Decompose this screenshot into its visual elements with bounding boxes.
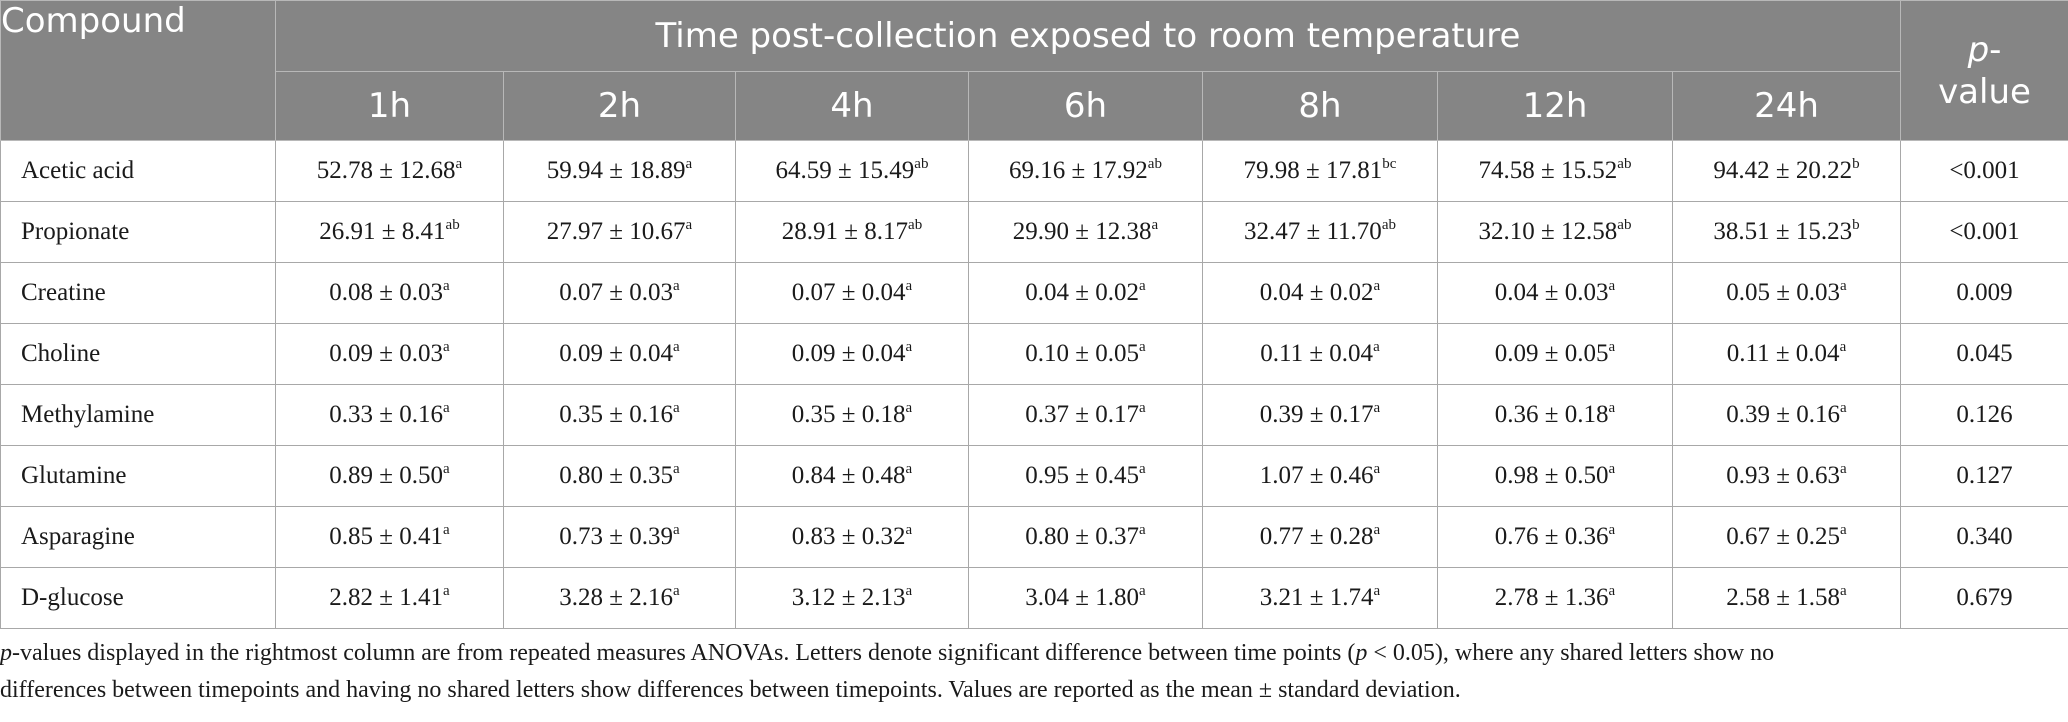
compound-header: Compound xyxy=(1,1,276,141)
value-cell xyxy=(1203,507,1438,568)
value-cell xyxy=(1438,446,1673,507)
significance-letters: a xyxy=(1151,217,1159,233)
mean-sd-value: 3.12 ± 2.13 xyxy=(791,584,906,611)
pvalue-cell: 0.009 xyxy=(1901,263,2068,324)
significance-letters: ab xyxy=(908,217,923,233)
mean-sd-value: 0.93 ± 0.63 xyxy=(1726,462,1841,489)
timepoint-header-12h: 12h xyxy=(1438,72,1673,141)
pvalue-cell: 0.340 xyxy=(1901,507,2068,568)
pvalue-cell: <0.001 xyxy=(1901,202,2068,263)
significance-letters: a xyxy=(1608,400,1616,416)
timepoint-header-24h: 24h xyxy=(1673,72,1901,141)
significance-letters: a xyxy=(1139,461,1146,477)
significance-letters: a xyxy=(673,400,680,416)
value-cell xyxy=(1438,568,1673,629)
value-cell xyxy=(969,141,1203,202)
table-header xyxy=(1,1,2068,141)
compound-name: Glutamine xyxy=(1,446,276,507)
value-cell xyxy=(1438,202,1673,263)
timepoint-header-6h: 6h xyxy=(969,72,1203,141)
table-row xyxy=(1,446,2068,507)
value-cell xyxy=(276,568,504,629)
significance-letters: a xyxy=(1373,461,1381,477)
table-row xyxy=(1,507,2068,568)
mean-sd-value: 0.36 ± 0.18 xyxy=(1494,401,1609,428)
mean-sd-value: 0.35 ± 0.18 xyxy=(791,401,906,428)
value-cell xyxy=(504,141,736,202)
footnote-text-a: -values displayed in the rightmost column are from repeated measures ANOVAs. Letters denote significant difference between time points ( xyxy=(12,640,1356,666)
significance-letters: a xyxy=(1840,461,1847,477)
mean-sd-value: 0.76 ± 0.36 xyxy=(1494,523,1609,550)
value-cell xyxy=(736,568,969,629)
value-cell xyxy=(1673,446,1901,507)
value-cell xyxy=(1203,202,1438,263)
significance-letters: a xyxy=(685,156,693,172)
value-cell xyxy=(969,446,1203,507)
value-cell xyxy=(1673,324,1901,385)
table-footnote xyxy=(0,635,2068,709)
mean-sd-value: 27.97 ± 10.67 xyxy=(546,218,686,245)
pvalue-header-dash: - xyxy=(1989,29,2002,70)
mean-sd-value: 0.08 ± 0.03 xyxy=(329,279,444,306)
value-cell xyxy=(1203,568,1438,629)
timepoint-header-8h: 8h xyxy=(1203,72,1438,141)
significance-letters: a xyxy=(1139,583,1146,599)
value-cell xyxy=(1673,202,1901,263)
significance-letters: a xyxy=(685,217,693,233)
value-cell xyxy=(736,202,969,263)
significance-letters: a xyxy=(1840,522,1847,538)
significance-letters: a xyxy=(673,339,680,355)
mean-sd-value: 2.58 ± 1.58 xyxy=(1726,584,1841,611)
mean-sd-value: 0.77 ± 0.28 xyxy=(1259,523,1374,550)
significance-letters: a xyxy=(443,400,450,416)
mean-sd-value: 32.10 ± 12.58 xyxy=(1478,218,1618,245)
compound-name: Choline xyxy=(1,324,276,385)
table-row xyxy=(1,263,2068,324)
significance-letters: a xyxy=(673,583,680,599)
value-cell xyxy=(1203,324,1438,385)
value-cell xyxy=(504,568,736,629)
compound-name: Methylamine xyxy=(1,385,276,446)
table-row xyxy=(1,568,2068,629)
table-row xyxy=(1,324,2068,385)
mean-sd-value: 0.98 ± 0.50 xyxy=(1494,462,1609,489)
value-cell xyxy=(1438,385,1673,446)
value-cell xyxy=(276,202,504,263)
mean-sd-value: 0.07 ± 0.03 xyxy=(559,279,674,306)
value-cell xyxy=(504,385,736,446)
mean-sd-value: 0.04 ± 0.02 xyxy=(1259,279,1374,306)
value-cell xyxy=(736,507,969,568)
significance-letters: a xyxy=(1840,583,1847,599)
value-cell xyxy=(736,324,969,385)
mean-sd-value: 0.04 ± 0.03 xyxy=(1494,279,1609,306)
value-cell xyxy=(1673,507,1901,568)
value-cell xyxy=(276,446,504,507)
mean-sd-value: 0.05 ± 0.03 xyxy=(1726,279,1841,306)
value-cell xyxy=(736,446,969,507)
footnote-text-b: < 0.05), where any shared letters show no xyxy=(1367,640,1775,666)
mean-sd-value: 2.78 ± 1.36 xyxy=(1494,584,1609,611)
value-cell xyxy=(276,324,504,385)
timepoint-header-1h: 1h xyxy=(276,72,504,141)
value-cell xyxy=(1673,263,1901,324)
time-group-header: Time post-collection exposed to room temperature xyxy=(276,1,1901,72)
value-cell xyxy=(276,263,504,324)
mean-sd-value: 28.91 ± 8.17 xyxy=(781,218,909,245)
pvalue-cell: 0.045 xyxy=(1901,324,2068,385)
mean-sd-value: 2.82 ± 1.41 xyxy=(329,584,444,611)
table-row xyxy=(1,202,2068,263)
value-cell xyxy=(736,141,969,202)
significance-letters: a xyxy=(905,339,913,355)
value-cell xyxy=(1673,141,1901,202)
significance-letters: a xyxy=(443,522,450,538)
significance-letters: b xyxy=(1852,217,1860,233)
pvalue-header xyxy=(1901,1,2068,141)
mean-sd-value: 38.51 ± 15.23 xyxy=(1713,218,1853,245)
significance-letters: ab xyxy=(1381,217,1396,233)
significance-letters: a xyxy=(1139,339,1146,355)
significance-letters: a xyxy=(443,583,450,599)
mean-sd-value: 0.07 ± 0.04 xyxy=(791,279,906,306)
mean-sd-value: 3.04 ± 1.80 xyxy=(1025,584,1140,611)
mean-sd-value: 26.91 ± 8.41 xyxy=(319,218,446,245)
mean-sd-value: 32.47 ± 11.70 xyxy=(1244,218,1382,245)
mean-sd-value: 0.11 ± 0.04 xyxy=(1726,340,1840,367)
significance-letters: a xyxy=(1608,339,1616,355)
value-cell xyxy=(1673,568,1901,629)
significance-letters: ab xyxy=(1617,156,1632,172)
significance-letters: a xyxy=(455,156,463,172)
significance-letters: a xyxy=(1373,278,1381,294)
value-cell xyxy=(1203,263,1438,324)
pvalue-cell: 0.127 xyxy=(1901,446,2068,507)
compound-name: Propionate xyxy=(1,202,276,263)
mean-sd-value: 3.21 ± 1.74 xyxy=(1259,584,1374,611)
value-cell xyxy=(969,507,1203,568)
footnote-p2: p xyxy=(1355,640,1368,666)
value-cell xyxy=(1438,263,1673,324)
mean-sd-value: 0.39 ± 0.16 xyxy=(1726,401,1841,428)
significance-letters: ab xyxy=(1147,156,1162,172)
significance-letters: a xyxy=(1139,400,1146,416)
timepoint-header-4h: 4h xyxy=(736,72,969,141)
significance-letters: a xyxy=(1139,522,1146,538)
significance-letters: a xyxy=(443,339,450,355)
value-cell xyxy=(276,141,504,202)
mean-sd-value: 0.09 ± 0.04 xyxy=(791,340,906,367)
significance-letters: a xyxy=(905,278,913,294)
mean-sd-value: 94.42 ± 20.22 xyxy=(1713,157,1853,184)
pvalue-cell: 0.126 xyxy=(1901,385,2068,446)
mean-sd-value: 74.58 ± 15.52 xyxy=(1478,157,1618,184)
significance-letters: a xyxy=(1373,583,1381,599)
significance-letters: ab xyxy=(1617,217,1632,233)
significance-letters: a xyxy=(1608,583,1616,599)
value-cell xyxy=(1438,141,1673,202)
value-cell xyxy=(276,385,504,446)
significance-letters: a xyxy=(905,400,913,416)
compound-name: D-glucose xyxy=(1,568,276,629)
significance-letters: a xyxy=(443,278,450,294)
table-row xyxy=(1,385,2068,446)
value-cell xyxy=(969,202,1203,263)
value-cell xyxy=(1203,385,1438,446)
mean-sd-value: 52.78 ± 12.68 xyxy=(316,157,456,184)
value-cell xyxy=(1673,385,1901,446)
pvalue-header-value: value xyxy=(1938,71,2031,112)
mean-sd-value: 0.33 ± 0.16 xyxy=(329,401,444,428)
mean-sd-value: 0.95 ± 0.45 xyxy=(1025,462,1140,489)
value-cell xyxy=(504,263,736,324)
mean-sd-value: 0.83 ± 0.32 xyxy=(791,523,906,550)
mean-sd-value: 0.84 ± 0.48 xyxy=(791,462,906,489)
mean-sd-value: 0.10 ± 0.05 xyxy=(1025,340,1140,367)
mean-sd-value: 0.80 ± 0.35 xyxy=(559,462,674,489)
mean-sd-value: 0.35 ± 0.16 xyxy=(559,401,674,428)
compound-name: Acetic acid xyxy=(1,141,276,202)
significance-letters: a xyxy=(673,461,680,477)
significance-letters: a xyxy=(1608,461,1616,477)
table-body xyxy=(1,141,2068,629)
significance-letters: a xyxy=(673,522,680,538)
value-cell xyxy=(736,385,969,446)
table-row xyxy=(1,141,2068,202)
mean-sd-value: 0.80 ± 0.37 xyxy=(1025,523,1140,550)
mean-sd-value: 0.09 ± 0.03 xyxy=(329,340,444,367)
mean-sd-value: 0.11 ± 0.04 xyxy=(1260,340,1374,367)
mean-sd-value: 0.37 ± 0.17 xyxy=(1025,401,1140,428)
mean-sd-value: 0.67 ± 0.25 xyxy=(1726,523,1841,550)
mean-sd-value: 3.28 ± 2.16 xyxy=(559,584,674,611)
value-cell xyxy=(969,263,1203,324)
significance-letters: a xyxy=(1608,278,1616,294)
mean-sd-value: 79.98 ± 17.81 xyxy=(1243,157,1383,184)
mean-sd-value: 59.94 ± 18.89 xyxy=(546,157,686,184)
value-cell xyxy=(504,202,736,263)
value-cell xyxy=(969,324,1203,385)
significance-letters: a xyxy=(1139,278,1146,294)
mean-sd-value: 0.85 ± 0.41 xyxy=(329,523,444,550)
mean-sd-value: 0.89 ± 0.50 xyxy=(329,462,444,489)
significance-letters: a xyxy=(443,461,450,477)
mean-sd-value: 0.73 ± 0.39 xyxy=(559,523,674,550)
significance-letters: ab xyxy=(445,217,460,233)
mean-sd-value: 64.59 ± 15.49 xyxy=(775,157,915,184)
significance-letters: a xyxy=(673,278,680,294)
value-cell xyxy=(736,263,969,324)
mean-sd-value: 69.16 ± 17.92 xyxy=(1009,157,1148,184)
value-cell xyxy=(504,324,736,385)
significance-letters: ab xyxy=(914,156,929,172)
significance-letters: a xyxy=(905,522,913,538)
significance-letters: a xyxy=(905,583,913,599)
pvalue-header-p: p xyxy=(1967,29,1990,70)
significance-letters: a xyxy=(1840,278,1847,294)
pvalue-cell: <0.001 xyxy=(1901,141,2068,202)
value-cell xyxy=(1438,324,1673,385)
compound-name: Asparagine xyxy=(1,507,276,568)
significance-letters: a xyxy=(1373,522,1381,538)
mean-sd-value: 0.39 ± 0.17 xyxy=(1259,401,1374,428)
timepoint-header-2h: 2h xyxy=(504,72,736,141)
value-cell xyxy=(504,446,736,507)
pvalue-cell: 0.679 xyxy=(1901,568,2068,629)
significance-letters: a xyxy=(1373,400,1381,416)
value-cell xyxy=(276,507,504,568)
value-cell xyxy=(1203,141,1438,202)
mean-sd-value: 0.04 ± 0.02 xyxy=(1025,279,1140,306)
value-cell xyxy=(969,385,1203,446)
compound-name: Creatine xyxy=(1,263,276,324)
significance-letters: b xyxy=(1852,156,1860,172)
value-cell xyxy=(504,507,736,568)
significance-letters: a xyxy=(1608,522,1616,538)
significance-letters: a xyxy=(1839,339,1847,355)
mean-sd-value: 1.07 ± 0.46 xyxy=(1259,462,1374,489)
significance-letters: a xyxy=(1840,400,1847,416)
value-cell xyxy=(969,568,1203,629)
mean-sd-value: 0.09 ± 0.04 xyxy=(559,340,674,367)
significance-letters: a xyxy=(905,461,913,477)
significance-letters: a xyxy=(1373,339,1380,355)
footnote-text-c: differences between timepoints and having no shared letters show differences between timepoints. Values are reported as the mean ± standard deviation. xyxy=(0,677,1461,703)
footnote-p: p xyxy=(0,640,12,666)
significance-letters: bc xyxy=(1382,156,1397,172)
value-cell xyxy=(1438,507,1673,568)
mean-sd-value: 0.09 ± 0.05 xyxy=(1494,340,1609,367)
value-cell xyxy=(1203,446,1438,507)
mean-sd-value: 29.90 ± 12.38 xyxy=(1012,218,1152,245)
